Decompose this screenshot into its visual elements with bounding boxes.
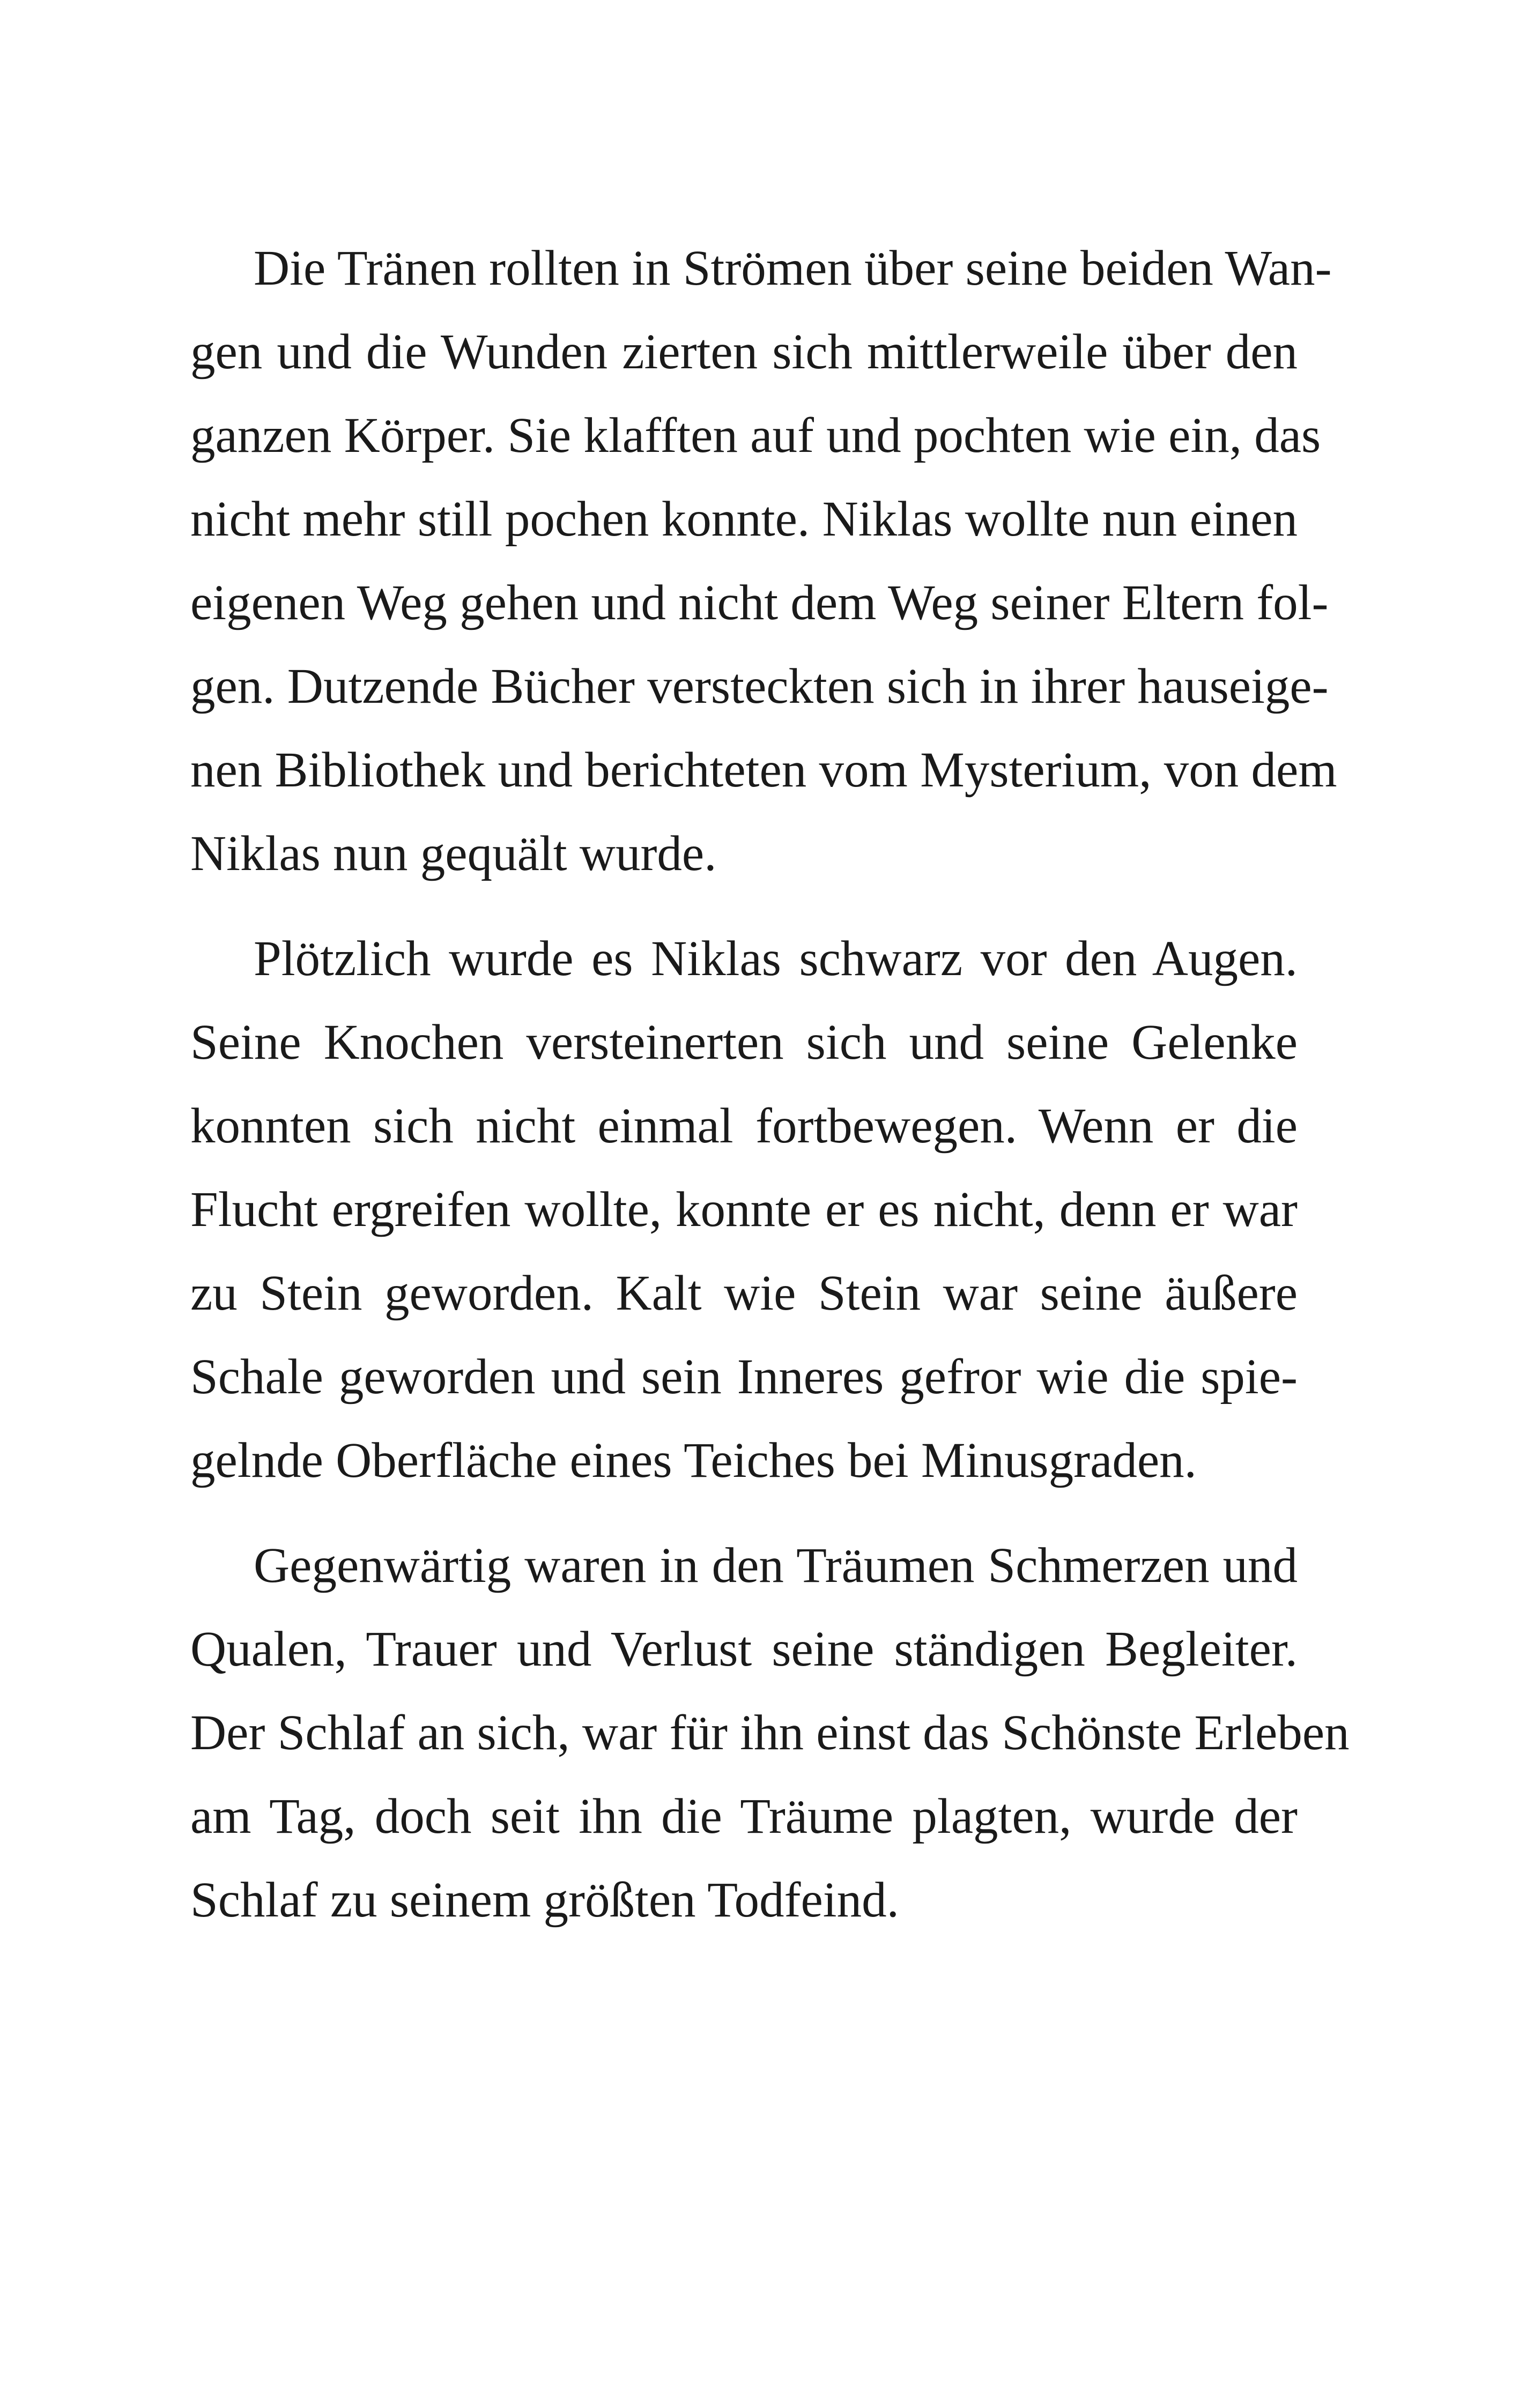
text-line: am Tag, doch seit ihn die Träume plagten, wurde der (190, 1789, 1298, 1844)
text-line: zu Stein geworden. Kalt wie Stein war seine äußere (190, 1266, 1298, 1321)
text-line: Flucht ergreifen wollte, konnte er es nicht, denn er war (190, 1182, 1298, 1237)
paragraph-2 (190, 917, 1298, 1503)
text-line: konnten sich nicht einmal fortbewegen. Wenn er die (190, 1098, 1298, 1154)
text-line: Die Tränen rollten in Strömen über seine beiden Wan- (254, 241, 1332, 296)
text-line: Niklas nun gequält wurde. (190, 826, 717, 881)
text-line: nen Bibliothek und berichteten vom Mysterium, von dem (190, 742, 1337, 798)
text-line: gen. Dutzende Bücher versteckten sich in ihrer hauseige- (190, 659, 1329, 714)
text-line: Schale geworden und sein Inneres gefror wie die spie- (190, 1349, 1298, 1404)
text-line: Der Schlaf an sich, war für ihn einst das Schönste Erleben (190, 1705, 1350, 1760)
text-line: eigenen Weg gehen und nicht dem Weg seiner Eltern fol- (190, 575, 1329, 630)
text-line: gen und die Wunden zierten sich mittlerweile über den (190, 324, 1298, 380)
text-line: Gegenwärtig waren in den Träumen Schmerzen und (254, 1538, 1298, 1593)
text-line: Plötzlich wurde es Niklas schwarz vor den Augen. (254, 931, 1298, 986)
text-line: ganzen Körper. Sie klafften auf und pochten wie ein, das (190, 408, 1321, 463)
paragraph-1 (190, 227, 1337, 896)
text-line: Schlaf zu seinem größten Todfeind. (190, 1872, 899, 1928)
text-line: nicht mehr still pochen konnte. Niklas wollte nun einen (190, 492, 1298, 547)
paragraph-3 (190, 1524, 1350, 1942)
text-line: Seine Knochen versteinerten sich und seine Gelenke (190, 1015, 1298, 1070)
body-text (190, 227, 1350, 1964)
text-line: Qualen, Trauer und Verlust seine ständigen Begleiter. (190, 1622, 1298, 1677)
text-line: gelnde Oberfläche eines Teiches bei Minusgraden. (190, 1433, 1197, 1488)
